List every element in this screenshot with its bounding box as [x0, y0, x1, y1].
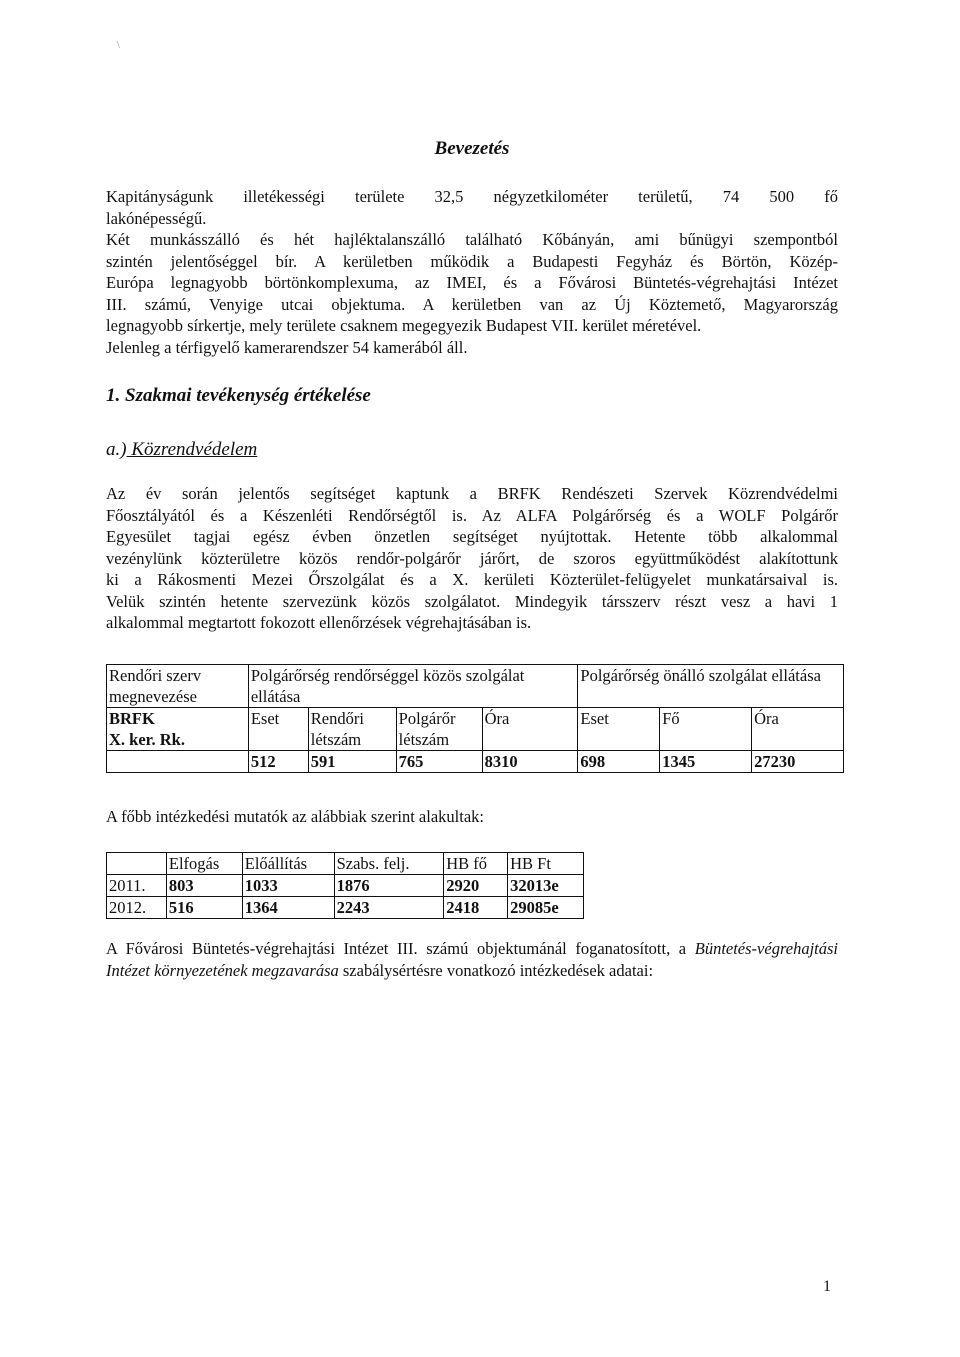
intro-line: III. számú, Venyige utcai objektuma. A kerületben van az Új Köztemető, Magyarország	[106, 294, 838, 314]
table-row	[107, 751, 844, 773]
para-line: Velük szintén hetente szervezünk közös szolgálatot. Mindegyik társszerv részt vesz a havi 1	[106, 591, 838, 611]
subheader-cell: Fő	[660, 708, 752, 751]
header-cell	[107, 853, 167, 875]
para-line: alkalommal megtartott fokozott ellenőrzések végrehajtásában is.	[106, 613, 532, 632]
year-cell: 2012.	[107, 897, 167, 919]
subsection-heading	[106, 439, 257, 461]
subheader-cell: Rendőri létszám	[308, 708, 396, 751]
table-subheader-row	[107, 708, 844, 751]
para-line: Egyesület tagjai egész évben önzetlen segítséget nyújtottak. Hetente több alkalommal	[106, 527, 838, 546]
value-cell: 516	[166, 897, 242, 919]
value-cell: 1364	[242, 897, 334, 919]
table-header-row	[107, 853, 584, 875]
value-cell: 8310	[482, 751, 578, 773]
intro-line: lakónépességű.	[106, 208, 207, 228]
value-cell: 2243	[334, 897, 444, 919]
header-joint-service: Polgárőrség rendőrséggel közös szolgálat ellátása	[248, 665, 578, 708]
section-heading: 1. Szakmai tevékenység értékelése	[106, 385, 371, 406]
header-solo-service: Polgárőrség önálló szolgálat ellátása	[578, 665, 844, 708]
header-org: Rendőri szerv megnevezése	[107, 665, 249, 708]
intro-line: Európa legnagyobb börtönkomplexuma, az IMEI, és a Fővárosi Büntetés-végrehajtási Intézet	[106, 273, 838, 292]
subheader-cell: Óra	[752, 708, 844, 751]
header-cell: Előállítás	[242, 853, 334, 875]
subheader-cell: Eset	[248, 708, 308, 751]
value-cell: 27230	[752, 751, 844, 773]
header-cell: HB Ft	[508, 853, 584, 875]
subsection-prefix: a.)	[106, 439, 127, 460]
indicators-intro: A főbb intézkedési mutatók az alábbiak szerint alakultak:	[106, 807, 484, 826]
subheader-cell: Polgárőr létszám	[396, 708, 482, 751]
header-cell: Elfogás	[166, 853, 242, 875]
value-cell: 1876	[334, 875, 444, 897]
intro-line: Jelenleg a térfigyelő kamerarendszer 54 kamerából áll.	[106, 337, 468, 357]
year-cell: 2011.	[107, 875, 167, 897]
value-cell: 591	[308, 751, 396, 773]
para-line: ki a Rákosmenti Mezei Őrszolgálat és a X. kerületi Közterület-felügyelet munkatársaival is.	[106, 570, 838, 589]
indicators-table	[106, 852, 584, 919]
para-line: Az év során jelentős segítséget kaptunk a BRFK Rendészeti Szervek Közrendvédelmi	[106, 484, 838, 503]
org-name-cell	[107, 708, 249, 751]
subsection-title: Közrendvédelem	[126, 439, 258, 460]
closing-italic-text: Büntetés-végrehajtási Intézet környezetének megzavarása	[106, 939, 838, 980]
org-line: X. ker. Rk.	[109, 730, 185, 749]
value-cell: 32013e	[508, 875, 584, 897]
intro-paragraph	[106, 186, 838, 358]
intro-line: Két munkásszálló és hét hajléktalanszálló található Kőbányán, ami bűnügyi szempontból	[106, 230, 838, 249]
header-cell: Szabs. felj.	[334, 853, 444, 875]
table-row	[107, 875, 584, 897]
page-title: Bevezetés	[434, 138, 510, 159]
value-cell: 2418	[444, 897, 508, 919]
intro-line: Kapitányságunk illetékességi területe 32,5 négyzetkilométer területű, 74 500 fő	[106, 187, 838, 206]
org-line: BRFK	[109, 709, 155, 728]
value-cell: 512	[248, 751, 308, 773]
value-cell: 1033	[242, 875, 334, 897]
closing-text: szabálysértésre vonatkozó intézkedések adatai:	[338, 960, 654, 980]
intro-line: szintén jelentőséggel bír. A kerületben működik a Budapesti Fegyház és Börtön, Közép-	[106, 251, 838, 271]
public-order-paragraph	[106, 483, 838, 634]
table-header-row	[107, 665, 844, 708]
empty-cell	[107, 751, 249, 773]
value-cell: 29085e	[508, 897, 584, 919]
patrol-table	[106, 664, 844, 773]
para-line: Főosztályától és a Készenléti Rendőrségtől is. Az ALFA Polgárőrség és a WOLF Polgárőr	[106, 505, 838, 525]
value-cell: 765	[396, 751, 482, 773]
value-cell: 2920	[444, 875, 508, 897]
value-cell: 1345	[660, 751, 752, 773]
value-cell: 803	[166, 875, 242, 897]
value-cell: 698	[578, 751, 660, 773]
subheader-cell: Óra	[482, 708, 578, 751]
subheader-cell: Eset	[578, 708, 660, 751]
closing-paragraph	[106, 938, 838, 981]
header-cell: HB fő	[444, 853, 508, 875]
scan-mark: \	[117, 40, 120, 51]
closing-text: A Fővárosi Büntetés-végrehajtási Intézet III. számú objektumánál foganatosított, a	[106, 939, 695, 958]
intro-line: legnagyobb sírkertje, mely területe csaknem megegyezik Budapest VII. kerület méretével.	[106, 316, 702, 335]
page-number: 1	[823, 1278, 831, 1295]
table-row	[107, 897, 584, 919]
para-line: vezénylünk közterületre közös rendőr-polgárőr járőrt, de szoros együttműködést alakítottunk	[106, 548, 838, 568]
